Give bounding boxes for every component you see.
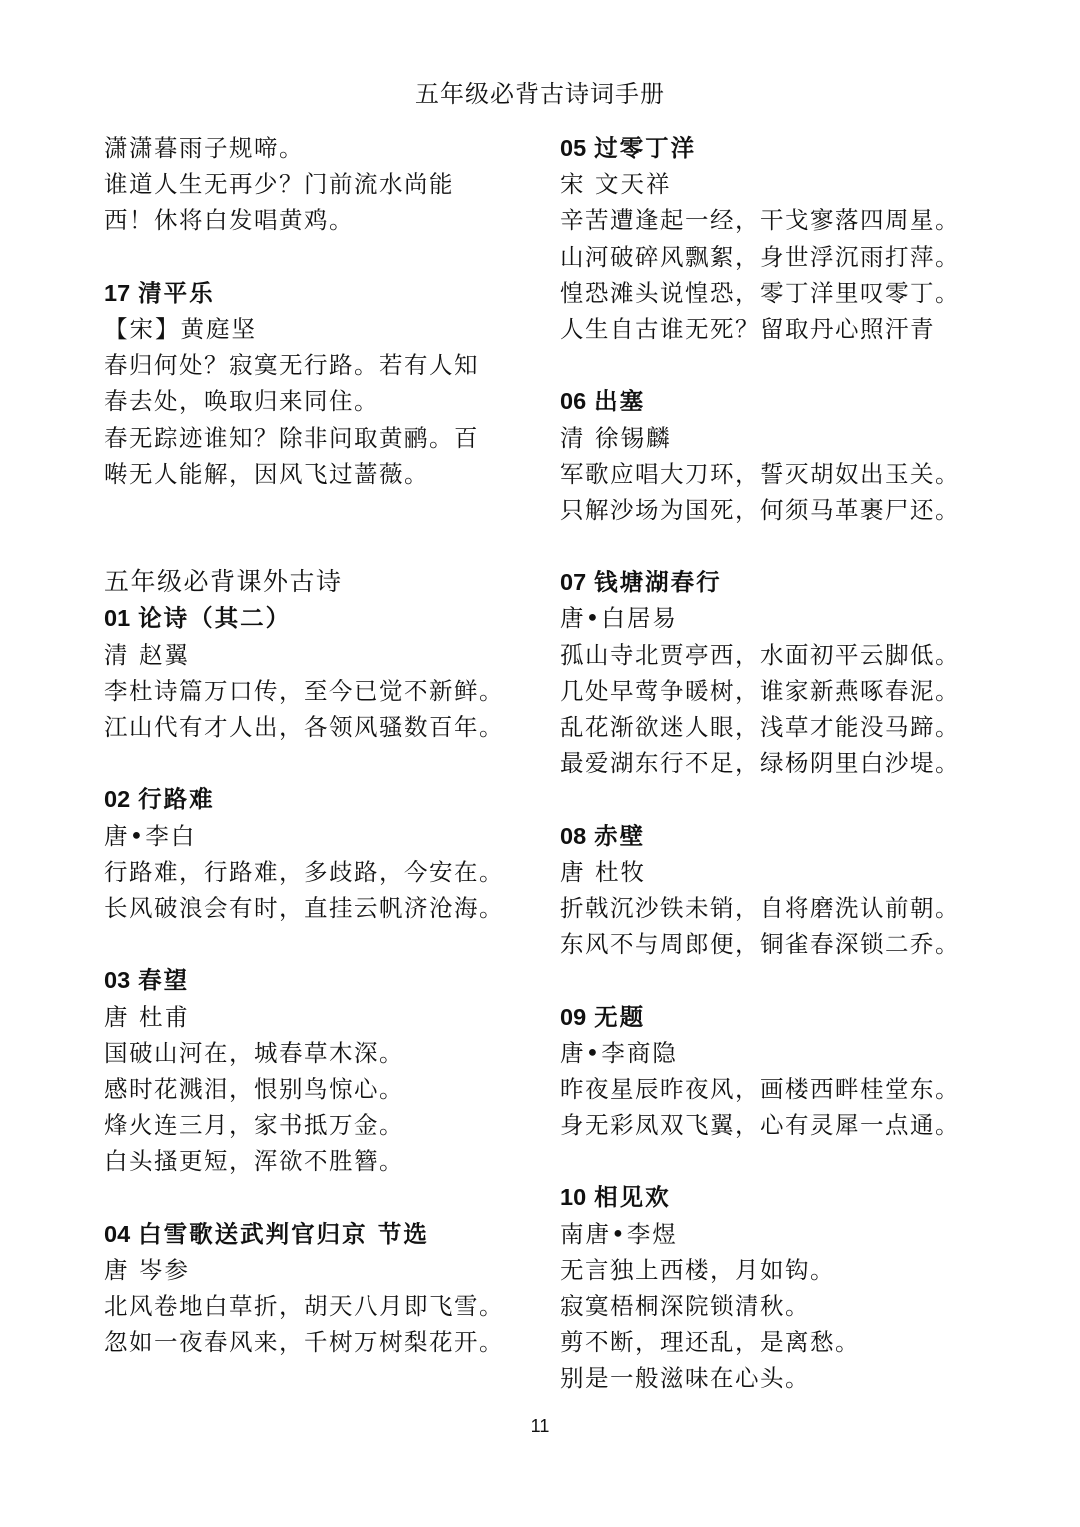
- poem-title: [560, 383, 1000, 419]
- poem-line: 感时花溅泪，恨别鸟惊心。: [104, 1074, 404, 1103]
- poem-title: [104, 781, 544, 817]
- poem-title-text: 论诗（其二）: [138, 604, 292, 633]
- poem-title-text: 春望: [138, 966, 190, 995]
- poem-number: 01: [104, 605, 131, 632]
- poem-number: 03: [104, 967, 131, 994]
- poem-title-text: 行路难: [138, 785, 215, 814]
- poem-number: 08: [560, 822, 587, 849]
- poem-author: 清 赵翼: [104, 640, 190, 669]
- page-header-title: 五年级必背古诗词手册: [415, 80, 665, 108]
- poem-line: 西！休将白发唱黄鸡。: [104, 206, 354, 235]
- poem-title: [104, 962, 544, 998]
- poem-title-text: 清平乐: [138, 278, 215, 307]
- poem-line: 孤山寺北贾亭西，水面初平云脚低。: [560, 640, 960, 669]
- poem-line: 行路难，行路难，多歧路，今安在。: [104, 857, 504, 886]
- poem-title-text: 赤壁: [594, 821, 646, 850]
- poem-number: 05: [560, 135, 587, 161]
- poem-number: 02: [104, 786, 131, 813]
- poem-line: 折戟沉沙铁未销，自将磨洗认前朝。: [560, 893, 960, 922]
- poem-line: 最爱湖东行不足，绿杨阴里白沙堤。: [560, 749, 960, 778]
- poem-line: 军歌应唱大刀环，誓灭胡奴出玉关。: [560, 459, 960, 488]
- poem-title-text: 过零丁洋: [594, 134, 697, 162]
- poem-line: 烽火连三月，家书抵万金。: [104, 1111, 404, 1140]
- poem-author: 唐•白居易: [560, 604, 678, 633]
- poem-title: [560, 1179, 1000, 1215]
- section-heading: 五年级必背课外古诗: [104, 567, 343, 597]
- poem-number: 04: [104, 1220, 131, 1247]
- poem-title: [560, 130, 1000, 166]
- poem-title: [560, 564, 1000, 600]
- poem-title-text: 相见欢: [594, 1183, 671, 1212]
- poem-line: 李杜诗篇万口传，至今已觉不新鲜。: [104, 676, 504, 705]
- page-number: 11: [530, 1416, 550, 1436]
- poem-title: [104, 1216, 544, 1252]
- poem-number: 17: [104, 279, 131, 306]
- poem-author: 唐 岑参: [104, 1255, 190, 1284]
- poem-line: 春去处，唤取归来同住。: [104, 387, 379, 416]
- poem-number: 07: [560, 569, 587, 596]
- poem-number: 09: [560, 1003, 587, 1030]
- poem-line: 白头搔更短，浑欲不胜簪。: [104, 1147, 404, 1176]
- poem-title-text: 钱塘湖春行: [594, 568, 722, 597]
- poem-line: 辛苦遭逢起一经，干戈寥落四周星。: [560, 206, 960, 235]
- poem-author: 唐 杜牧: [560, 857, 646, 886]
- poem-line: 山河破碎风飘絮，身世浮沉雨打萍。: [560, 242, 960, 271]
- poem-line: 春归何处？寂寞无行路。若有人知: [104, 351, 479, 380]
- right-column: [560, 130, 1000, 1397]
- poem-author: 清 徐锡麟: [560, 423, 672, 452]
- poem-line: 春无踪迹谁知？除非问取黄鹂。百: [104, 423, 479, 452]
- poem-title: [560, 818, 1000, 854]
- poem-title: [104, 275, 544, 311]
- poem-line: 江山代有才人出，各领风骚数百年。: [104, 713, 504, 741]
- poem-line: 忽如一夜春风来，千树万树梨花开。: [104, 1328, 504, 1357]
- left-column: [104, 130, 544, 1360]
- poem-title-text: 白雪歌送武判官归京 节选: [138, 1219, 429, 1248]
- poem-author: 宋 文天祥: [560, 170, 672, 199]
- poem-line: 啭无人能解，因风飞过蔷薇。: [104, 459, 429, 488]
- poem-line: 惶恐滩头说惶恐，零丁洋里叹零丁。: [560, 278, 960, 307]
- poem-line: 身无彩凤双飞翼，心有灵犀一点通。: [560, 1111, 960, 1140]
- poem-line: 无言独上西楼，月如钩。: [560, 1255, 835, 1284]
- poem-author: 【宋】黄庭坚: [104, 314, 257, 343]
- poem-line: 长风破浪会有时，直挂云帆济沧海。: [104, 893, 504, 922]
- poem-number: 06: [560, 388, 587, 415]
- poem-title: [560, 999, 1000, 1035]
- poem-line: 北风卷地白草折，胡天八月即飞雪。: [104, 1292, 504, 1320]
- poem-line: 人生自古谁无死？留取丹心照汗青: [560, 314, 935, 343]
- poem-title-text: 无题: [594, 1002, 646, 1031]
- poem-line: 国破山河在，城春草木深。: [104, 1038, 404, 1067]
- poem-number: 10: [560, 1184, 587, 1211]
- poem-line: 东风不与周郎便，铜雀春深锁二乔。: [560, 930, 960, 959]
- poem-author: 唐 杜甫: [104, 1002, 190, 1031]
- poem-line: 昨夜星辰昨夜风，画楼西畔桂堂东。: [560, 1074, 960, 1103]
- poem-line: 剪不断，理还乱，是离愁。: [560, 1328, 860, 1357]
- poem-line: 潇潇暮雨子规啼。: [104, 134, 304, 162]
- poem-line: 别是一般滋味在心头。: [560, 1364, 810, 1393]
- poem-line: 只解沙场为国死，何须马革裹尸还。: [560, 495, 960, 524]
- poem-author: 南唐•李煜: [560, 1219, 678, 1248]
- poem-title: [104, 600, 544, 636]
- poem-line: 乱花渐欲迷人眼，浅草才能没马蹄。: [560, 713, 960, 741]
- poem-author: 唐•李白: [104, 821, 197, 850]
- poem-title-text: 出塞: [594, 387, 646, 416]
- poem-author: 唐•李商隐: [560, 1038, 678, 1067]
- poem-line: 谁道人生无再少？门前流水尚能: [104, 170, 454, 199]
- poem-line: 寂寞梧桐深院锁清秋。: [560, 1292, 810, 1320]
- poem-line: 几处早莺争暖树，谁家新燕啄春泥。: [560, 676, 960, 705]
